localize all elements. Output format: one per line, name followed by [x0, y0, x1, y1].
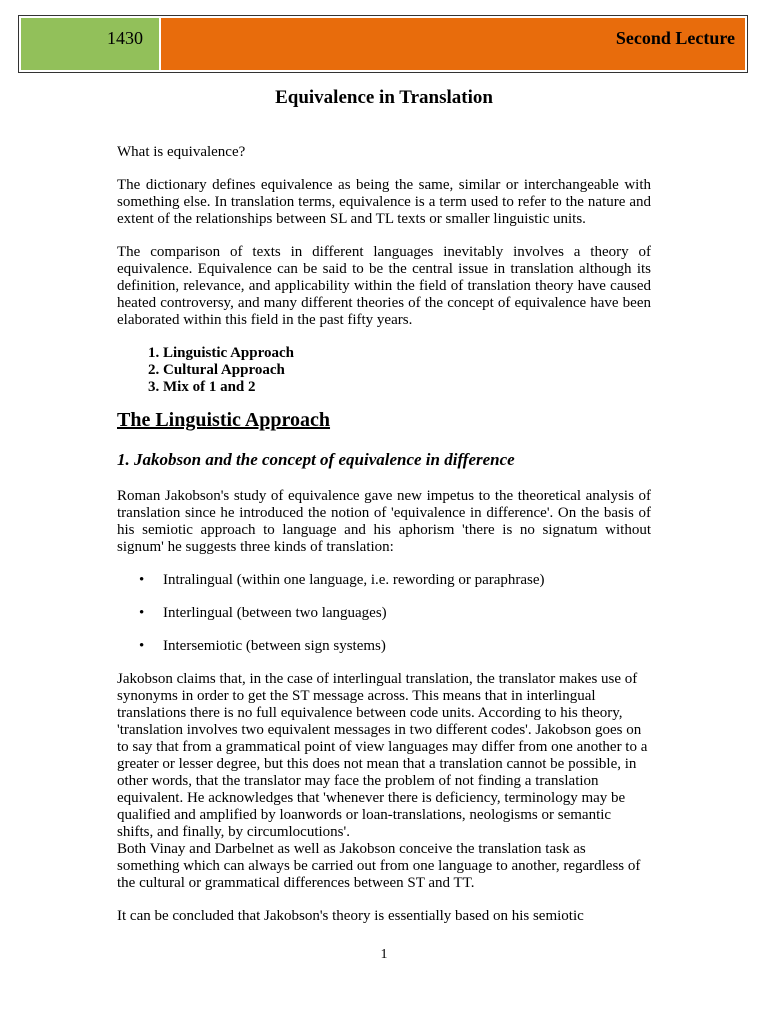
jakobson-claims-text: Jakobson claims that, in the case of interlingual translation, the translator makes use of synonyms in order to get the ST message across. This means that in interlingual translations there is no full equivalence between code units. According to his theory, 'translation involves two equivalent messages in two different codes'. Jakobson goes on to say that from a grammatical point of view languages may differ from one another to a greater or lesser degree, but this does not mean that a translation cannot be possible, in other words, that the translator may face the problem of not finding a translation equivalent. He acknowledges that 'whenever there is deficiency, terminology may be qualified and amplified by loanwords or loan-translations, neologisms or semantic shifts, and finally, by circumlocutions'. — [117, 671, 648, 840]
vinay-darbelnet-text: Both Vinay and Darbelnet as well as Jakobson conceive the translation task as something which can always be carried out from one language to another, regardless of the cultural or grammatical differences between ST and TT. — [117, 841, 641, 891]
subsection-heading: 1. Jakobson and the concept of equivalence in difference — [117, 450, 515, 469]
page-number: 1 — [380, 947, 388, 962]
header-lecture-label: Second Lecture — [161, 18, 745, 70]
list-item-text: Intralingual (within one language, i.e. rewording or paraphrase) — [163, 572, 545, 588]
approach-item: 2. Cultural Approach — [163, 362, 651, 379]
document-body — [117, 144, 651, 941]
comparison-paragraph: The comparison of texts in different languages inevitably involves a theory of equivalence. Equivalence can be said to be the central issue in translation although its definition, relevance, and applicability within the field of translation theory have caused heated controversy, and many different theories of the concept of equivalence have been elaborated within this field in the past fifty years. — [117, 244, 651, 328]
bullet-icon: • — [139, 638, 145, 654]
header-bands — [21, 18, 745, 70]
approaches-list — [117, 345, 651, 396]
bullet-icon: • — [139, 572, 145, 588]
jakobson-claims-paragraph — [117, 671, 651, 892]
list-item-text: Interlingual (between two languages) — [163, 605, 387, 621]
document-title: Equivalence in Translation — [275, 87, 493, 108]
approach-item: 3. Mix of 1 and 2 — [163, 379, 651, 396]
question-text: What is equivalence? — [117, 144, 246, 160]
bullet-icon: • — [139, 605, 145, 621]
lecture-header — [18, 15, 748, 73]
list-item — [117, 605, 651, 622]
list-item — [117, 572, 651, 589]
list-item — [117, 638, 651, 655]
approach-item: 1. Linguistic Approach — [163, 345, 651, 362]
translation-kinds-list — [117, 572, 651, 655]
definition-paragraph: The dictionary defines equivalence as being the same, similar or interchangeable with something else. In translation terms, equivalence is a term used to refer to the nature and extent of the relationships between SL and TL texts or smaller linguistic units. — [117, 177, 651, 227]
header-year: 1430 — [21, 18, 159, 70]
conclusion-paragraph: It can be concluded that Jakobson's theory is essentially based on his semiotic — [117, 908, 584, 924]
jakobson-intro-paragraph: Roman Jakobson's study of equivalence gave new impetus to the theoretical analysis of translation since he introduced the notion of 'equivalence in difference'. On the basis of his semiotic approach to language and his aphorism 'there is no signatum without signum' he suggests three kinds of translation: — [117, 488, 651, 555]
section-heading: The Linguistic Approach — [117, 409, 331, 431]
list-item-text: Intersemiotic (between sign systems) — [163, 638, 386, 654]
